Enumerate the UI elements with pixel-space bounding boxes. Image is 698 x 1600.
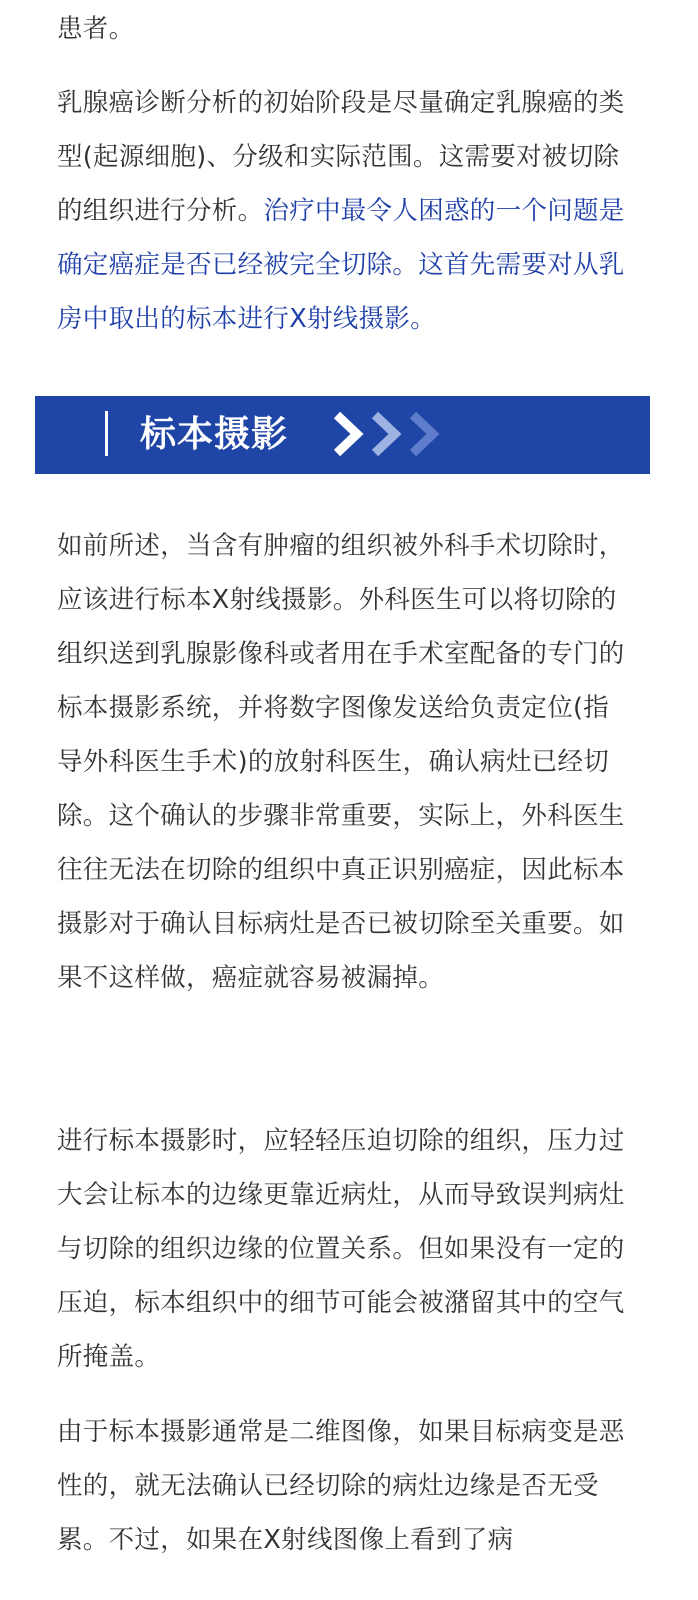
section-header-specimen-radiography — [35, 396, 650, 474]
triple-chevron-right-icon — [331, 410, 451, 458]
paragraph-two-dimensional — [57, 1405, 632, 1567]
section-header-divider-bar — [105, 411, 108, 456]
paragraph-compression-text: 进行标本摄影时，应轻轻压迫切除的组织，压力过大会让标本的边缘更靠近病灶，从而导致误判病灶与切除的组织边缘的位置关系。但如果没有一定的压迫，标本组织中的细节可能会被潴留其中的空气所掩盖。 — [57, 1126, 625, 1372]
paragraph-two-dimensional-text: 由于标本摄影通常是二维图像，如果目标病变是恶性的，就无法确认已经切除的病灶边缘是否无受累。不过，如果在X射线图像上看到了病 — [57, 1417, 625, 1555]
intro-line: 患者。 — [57, 14, 135, 44]
section-title: 标本摄影 — [140, 414, 289, 455]
paragraph-diagnosis-highlight-text: 治疗中最令人困惑的一个问题是确定癌症是否已经被完全切除。这首先需要对从乳房中取出的标本进行X射线摄影。 — [57, 196, 625, 334]
paragraph-diagnosis-intro — [57, 76, 632, 346]
paragraph-compression — [57, 1114, 632, 1384]
paragraph-diagnosis-normal-text: 乳腺癌诊断分析的初始阶段是尽量确定乳腺癌的类型(起源细胞)、分级和实际范围。这需要对被切除的组织进行分析。 — [57, 88, 625, 226]
intro-text-fragment — [57, 2, 632, 56]
paragraph-specimen-radiography — [57, 519, 632, 1005]
paragraph-specimen-radiography-text: 如前所述，当含有肿瘤的组织被外科手术切除时，应该进行标本X射线摄影。外科医生可以将切除的组织送到乳腺影像科或者用在手术室配备的专门的标本摄影系统，并将数字图像发送给负责定位(指导外科医生手术)的放射科医生，确认病灶已经切除。这个确认的步骤非常重要，实际上，外科医生往往无法在切除的组织中真正识别癌症，因此标本摄影对于确认目标病灶是否已被切除至关重要。如果不这样做，癌症就容易被漏掉。 — [57, 531, 625, 993]
